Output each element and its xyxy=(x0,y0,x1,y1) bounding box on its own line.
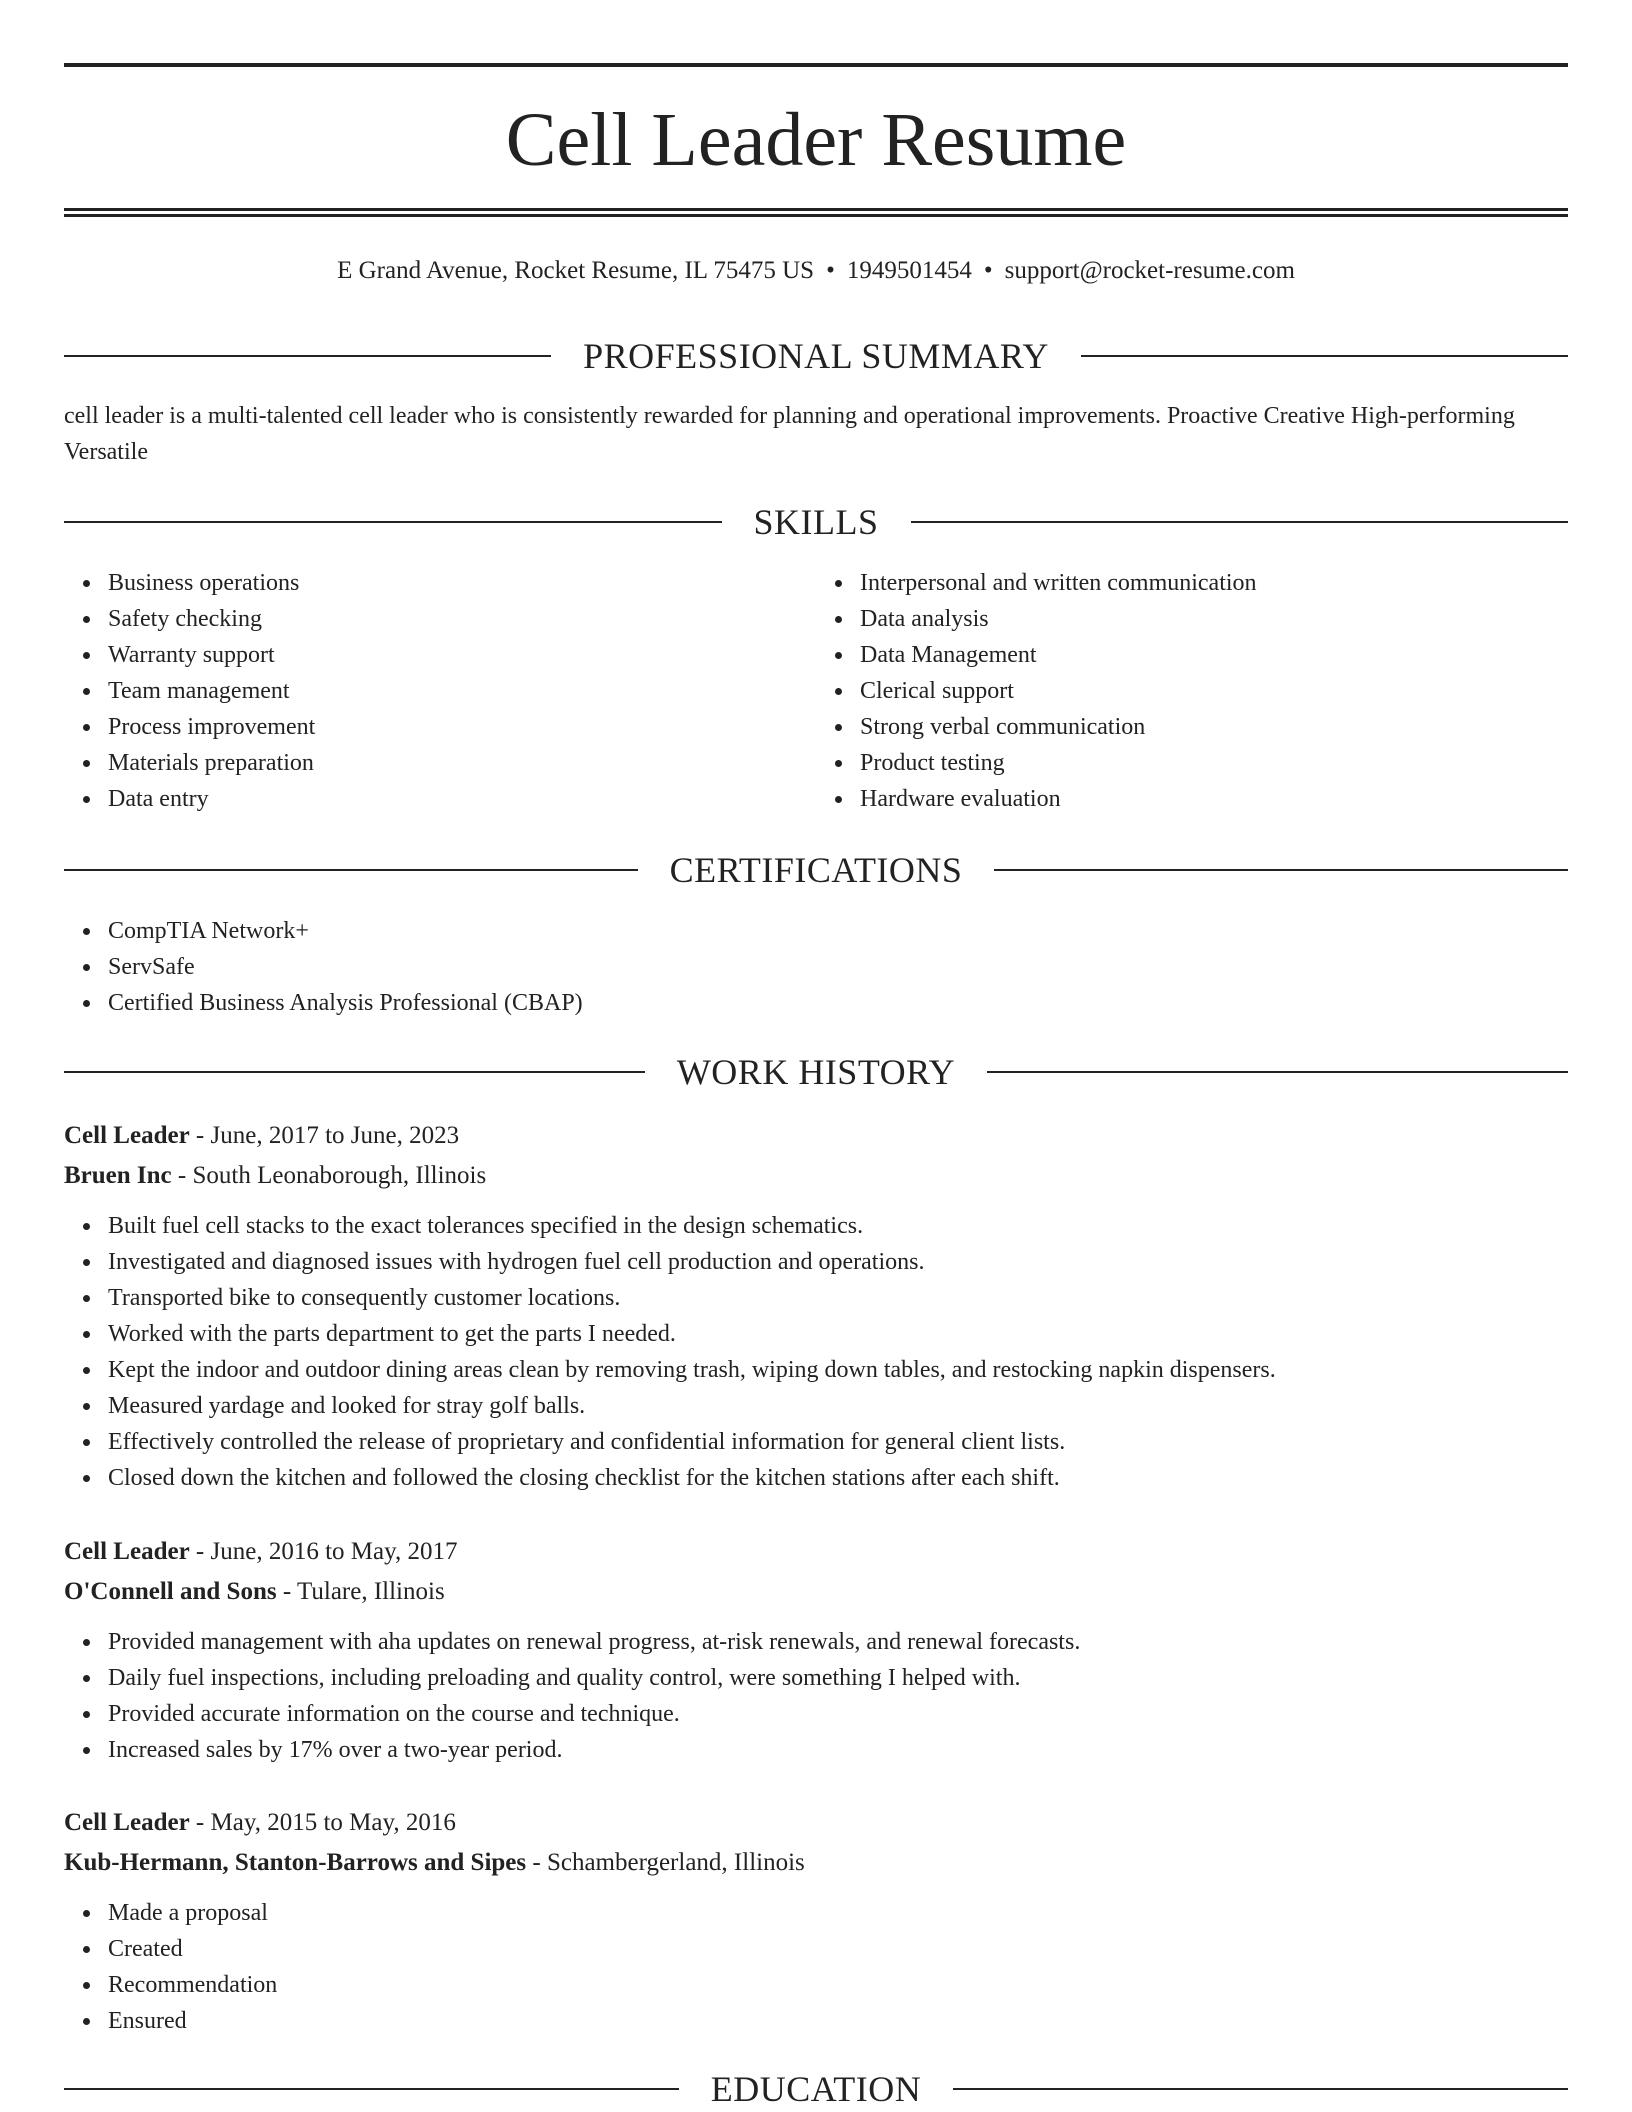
skill-item: Business operations xyxy=(108,565,816,601)
skills-list xyxy=(64,565,1568,817)
job-company-line xyxy=(64,1156,1568,1196)
heading-rule xyxy=(987,1071,1568,1073)
job-company-line xyxy=(64,1572,1568,1612)
job-bullet: Provided management with aha updates on renewal progress, at-risk renewals, and renewal forecasts. xyxy=(108,1624,1568,1660)
job-bullet: Worked with the parts department to get the parts I needed. xyxy=(108,1316,1568,1352)
section-heading-skills xyxy=(64,500,1568,544)
contact-line xyxy=(64,254,1568,288)
heading-rule xyxy=(64,2088,679,2090)
contact-email: support@rocket-resume.com xyxy=(1004,257,1295,284)
job-title: Cell Leader xyxy=(64,1809,190,1836)
job-bullet: Investigated and diagnosed issues with hydrogen fuel cell production and operations. xyxy=(108,1244,1568,1280)
section-heading-certifications xyxy=(64,848,1568,892)
contact-address: E Grand Avenue, Rocket Resume, IL 75475 US xyxy=(337,257,815,284)
heading-rule xyxy=(953,2088,1568,2090)
heading-rule xyxy=(64,869,638,871)
certification-item: CompTIA Network+ xyxy=(108,913,1568,949)
skill-item: Product testing xyxy=(860,745,1568,781)
skill-item: Materials preparation xyxy=(108,745,816,781)
heading-rule xyxy=(1081,355,1568,357)
skill-item: Data analysis xyxy=(860,601,1568,637)
section-heading-work-history xyxy=(64,1050,1568,1094)
job-bullet: Effectively controlled the release of proprietary and confidential information for general client lists. xyxy=(108,1424,1568,1460)
job-bullet: Built fuel cell stacks to the exact tolerances specified in the design schematics. xyxy=(108,1208,1568,1244)
contact-phone: 1949501454 xyxy=(846,257,972,284)
job-title-line xyxy=(64,1803,1568,1843)
job-entry xyxy=(64,1803,1568,2039)
top-rule xyxy=(64,63,1568,67)
job-bullet: Provided accurate information on the course and technique. xyxy=(108,1696,1568,1732)
section-heading-label: PROFESSIONAL SUMMARY xyxy=(583,336,1049,376)
job-location: Tulare, Illinois xyxy=(296,1578,445,1605)
dash: - xyxy=(195,1809,205,1836)
job-bullets xyxy=(64,1895,1568,2039)
skill-item: Safety checking xyxy=(108,601,816,637)
dash: - xyxy=(177,1162,187,1189)
dash: - xyxy=(195,1538,205,1565)
skill-item: Clerical support xyxy=(860,673,1568,709)
dash: - xyxy=(195,1122,205,1149)
job-dates: May, 2015 to May, 2016 xyxy=(210,1809,456,1836)
job-location: Schambergerland, Illinois xyxy=(546,1849,805,1876)
job-bullets xyxy=(64,1208,1568,1496)
skill-item: Data entry xyxy=(108,781,816,817)
job-company-line xyxy=(64,1843,1568,1883)
job-bullets xyxy=(64,1624,1568,1768)
job-title: Cell Leader xyxy=(64,1538,190,1565)
job-location: South Leonaborough, Illinois xyxy=(192,1162,487,1189)
skill-item: Strong verbal communication xyxy=(860,709,1568,745)
dash: - xyxy=(282,1578,292,1605)
dash: - xyxy=(532,1849,541,1876)
job-bullet: Transported bike to consequently customer locations. xyxy=(108,1280,1568,1316)
job-entry xyxy=(64,1116,1568,1496)
job-bullet: Made a proposal xyxy=(108,1895,1568,1931)
job-bullet: Measured yardage and looked for stray golf balls. xyxy=(108,1388,1568,1424)
skills-column-right xyxy=(816,565,1568,817)
job-company: Kub-Hermann, Stanton-Barrows and Sipes xyxy=(64,1849,527,1876)
job-title-line xyxy=(64,1532,1568,1572)
skill-item: Data Management xyxy=(860,637,1568,673)
section-heading-label: SKILLS xyxy=(753,502,879,542)
section-heading-label: WORK HISTORY xyxy=(676,1052,956,1092)
job-bullet: Created xyxy=(108,1931,1568,1967)
job-dates: June, 2017 to June, 2023 xyxy=(210,1122,460,1149)
job-company: Bruen Inc xyxy=(64,1162,172,1189)
heading-rule xyxy=(911,521,1569,523)
job-title-line xyxy=(64,1116,1568,1156)
job-bullet: Kept the indoor and outdoor dining areas clean by removing trash, wiping down tables, and restocking napkin dispensers. xyxy=(108,1352,1568,1388)
section-heading-label: CERTIFICATIONS xyxy=(669,850,963,890)
job-bullet: Closed down the kitchen and followed the closing checklist for the kitchen stations after each shift. xyxy=(108,1460,1568,1496)
section-heading-education xyxy=(64,2067,1568,2111)
skill-item: Team management xyxy=(108,673,816,709)
job-bullet: Daily fuel inspections, including preloading and quality control, were something I helped with. xyxy=(108,1660,1568,1696)
job-dates: June, 2016 to May, 2017 xyxy=(210,1538,458,1565)
title-double-rule xyxy=(64,208,1568,217)
skill-item: Warranty support xyxy=(108,637,816,673)
skill-item: Hardware evaluation xyxy=(860,781,1568,817)
skill-item: Process improvement xyxy=(108,709,816,745)
heading-rule xyxy=(994,869,1568,871)
contact-separator: • xyxy=(983,257,993,284)
certification-item: Certified Business Analysis Professional (CBAP) xyxy=(108,985,1568,1021)
heading-rule xyxy=(64,521,722,523)
certification-item: ServSafe xyxy=(108,949,1568,985)
job-bullet: Recommendation xyxy=(108,1967,1568,2003)
skill-item: Interpersonal and written communication xyxy=(860,565,1568,601)
job-title: Cell Leader xyxy=(64,1122,190,1149)
page-title: Cell Leader Resume xyxy=(505,98,1127,182)
heading-rule xyxy=(64,355,551,357)
section-heading-label: EDUCATION xyxy=(710,2069,922,2109)
skills-column-left xyxy=(64,565,816,817)
certifications-list xyxy=(64,913,1568,1021)
job-company: O'Connell and Sons xyxy=(64,1578,277,1605)
job-bullet: Ensured xyxy=(108,2003,1568,2039)
contact-separator: • xyxy=(826,257,835,284)
job-entry xyxy=(64,1532,1568,1768)
heading-rule xyxy=(64,1071,645,1073)
summary-text: cell leader is a multi-talented cell leader who is consistently rewarded for planning and operational improvements. Proactive Creative High-performing Versatile xyxy=(64,403,1515,465)
section-heading-summary xyxy=(64,334,1568,378)
job-bullet: Increased sales by 17% over a two-year period. xyxy=(108,1732,1568,1768)
